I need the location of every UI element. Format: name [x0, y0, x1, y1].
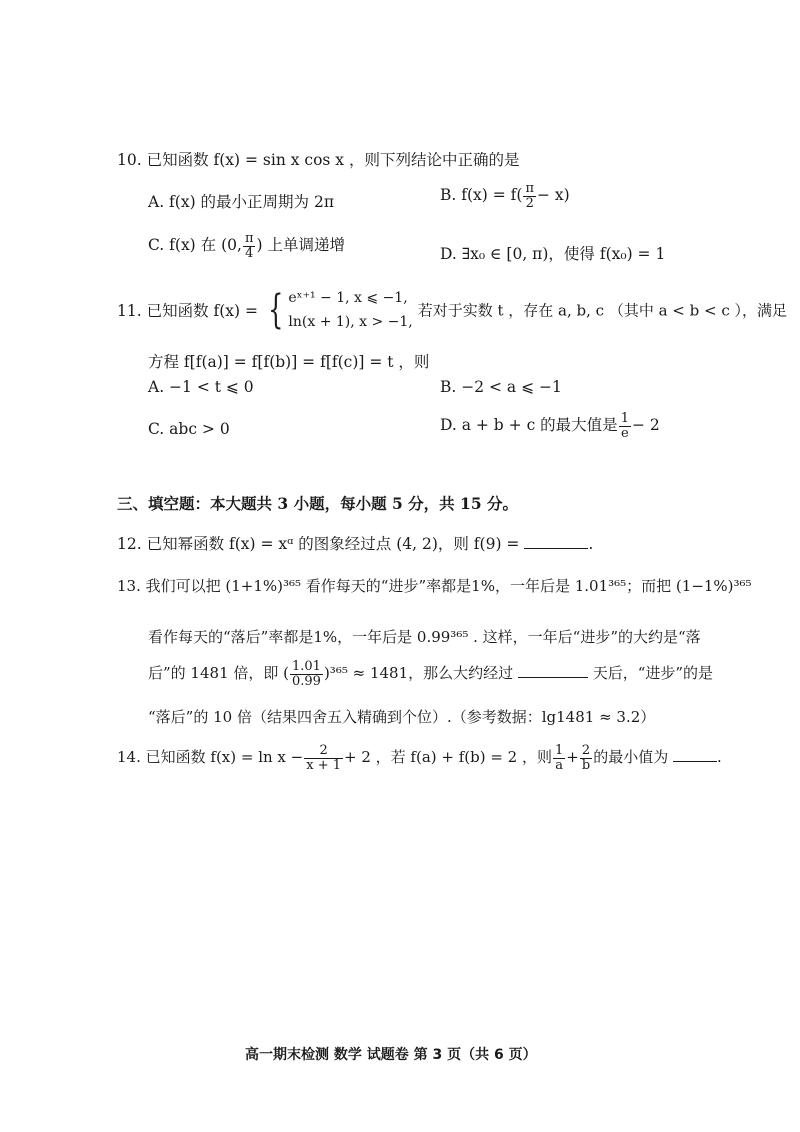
q11-d-post: − 2 [631, 416, 660, 435]
q10-c-frac [243, 232, 256, 260]
q11-d-pre: D. a + b + c 的最大值是 [440, 416, 618, 435]
q11-d-frac-den: e [620, 425, 629, 441]
q11-d-frac [619, 412, 631, 440]
q14-frac2-num: 1 [555, 743, 564, 758]
q13-frac [290, 660, 323, 688]
q11-case1: eˣ⁺¹ − 1, x ⩽ −1, [288, 290, 408, 306]
q14-frac3 [580, 744, 592, 772]
q10-b-pre: B. f(x) = f( [440, 186, 523, 205]
q13-answer-blank[interactable] [518, 663, 588, 678]
q13-line3-mid: )³⁶⁵ ≈ 1481，那么大约经过 [323, 664, 514, 683]
q10-c-frac-num: π [244, 231, 254, 246]
q14-plus: + [566, 748, 579, 767]
q14-frac1-num: 2 [304, 744, 343, 759]
q11-cases [288, 286, 412, 334]
q11-d-frac-num: 1 [620, 411, 629, 426]
q14-frac3-num: 2 [580, 744, 592, 759]
q10-c-frac-den: 4 [245, 245, 254, 261]
q14-frac2 [553, 744, 565, 772]
q10-b-frac-den: 2 [525, 195, 534, 211]
q14-answer-blank[interactable] [673, 747, 717, 762]
q11-case2: ln(x + 1), x > −1, [288, 314, 413, 330]
q11-option-a: A. −1 < t ⩽ 0 [148, 378, 254, 396]
q13-frac-num: 1.01 [292, 659, 321, 674]
q11-option-b: B. −2 < a ⩽ −1 [440, 378, 562, 396]
q12-answer-blank[interactable] [524, 534, 588, 549]
q13-line1: 13. 我们可以把 (1+1%)³⁶⁵ 看作每天的“进步”率都是1%，一年后是 1.01³⁶⁵；而把 (1−1%)³⁶⁵ [117, 577, 752, 595]
q13-line3 [148, 660, 713, 688]
q11-option-c: C. abc > 0 [148, 420, 230, 438]
q13-line3-post: 天后，“进步”的是 [592, 664, 714, 683]
q12-pre: 12. 已知幂函数 f(x) = xᵅ 的图象经过点 (4, 2)，则 f(9) = [117, 535, 520, 553]
q14-mid: + 2 ，若 f(a) + f(b) = 2 ，则 [344, 748, 552, 767]
q14-frac1 [304, 744, 343, 772]
q10-c-pre: C. f(x) 在 (0, [148, 236, 242, 255]
q11-option-d [440, 412, 660, 440]
q10-option-d: D. ∃x₀ ∈ [0, π)，使得 f(x₀) = 1 [440, 245, 666, 263]
q14-end: . [716, 748, 722, 767]
page-footer: 高一期末检测 数学 试题卷 第 3 页（共 6 页） [245, 1047, 537, 1063]
section3-heading: 三、填空题：本大题共 3 小题，每小题 5 分，共 15 分。 [117, 494, 519, 513]
q10-c-post: ) 上单调递增 [256, 236, 345, 255]
q14-post: 的最小值为 [593, 748, 669, 767]
q14-frac3-den: b [581, 757, 591, 773]
q11-stem [117, 286, 787, 334]
q10-b-frac-num: π [525, 181, 534, 196]
q10-option-a: A. f(x) 的最小正周期为 2π [148, 193, 335, 211]
q12 [117, 532, 593, 554]
q11-stem-post: 若对于实数 t ，存在 a, b, c （其中 a < b < c ），满足 [417, 301, 788, 320]
q10-b-frac [523, 182, 536, 210]
q14 [117, 744, 722, 772]
q13-line2: 看作每天的“落后”率都是1%，一年后是 0.99³⁶⁵ . 这样，一年后“进步”的大约是“落 [148, 628, 701, 646]
q12-post: . [588, 535, 594, 553]
q14-pre: 14. 已知函数 f(x) = ln x − [117, 748, 304, 767]
q10-option-c [148, 232, 345, 260]
q13-frac-den: 0.99 [292, 673, 321, 689]
q14-frac2-den: a [555, 757, 564, 773]
q11-brace: { [268, 287, 284, 333]
q13-line3-pre: 后”的 1481 倍，即 ( [148, 664, 289, 683]
q10-b-post: − x) [537, 186, 570, 205]
q11-stem-pre: 11. 已知函数 f(x) = [117, 302, 258, 320]
q11-line2: 方程 f[f(a)] = f[f(b)] = f[f(c)] = t ，则 [148, 353, 430, 371]
q10-option-b [440, 182, 570, 210]
q10-stem: 10. 已知函数 f(x) = sin x cos x ，则下列结论中正确的是 [117, 151, 520, 169]
q13-line4: “落后”的 10 倍（结果四舍五入精确到个位）.（参考数据：lg1481 ≈ 3.2） [148, 708, 656, 726]
q14-frac1-den: x + 1 [306, 757, 341, 773]
